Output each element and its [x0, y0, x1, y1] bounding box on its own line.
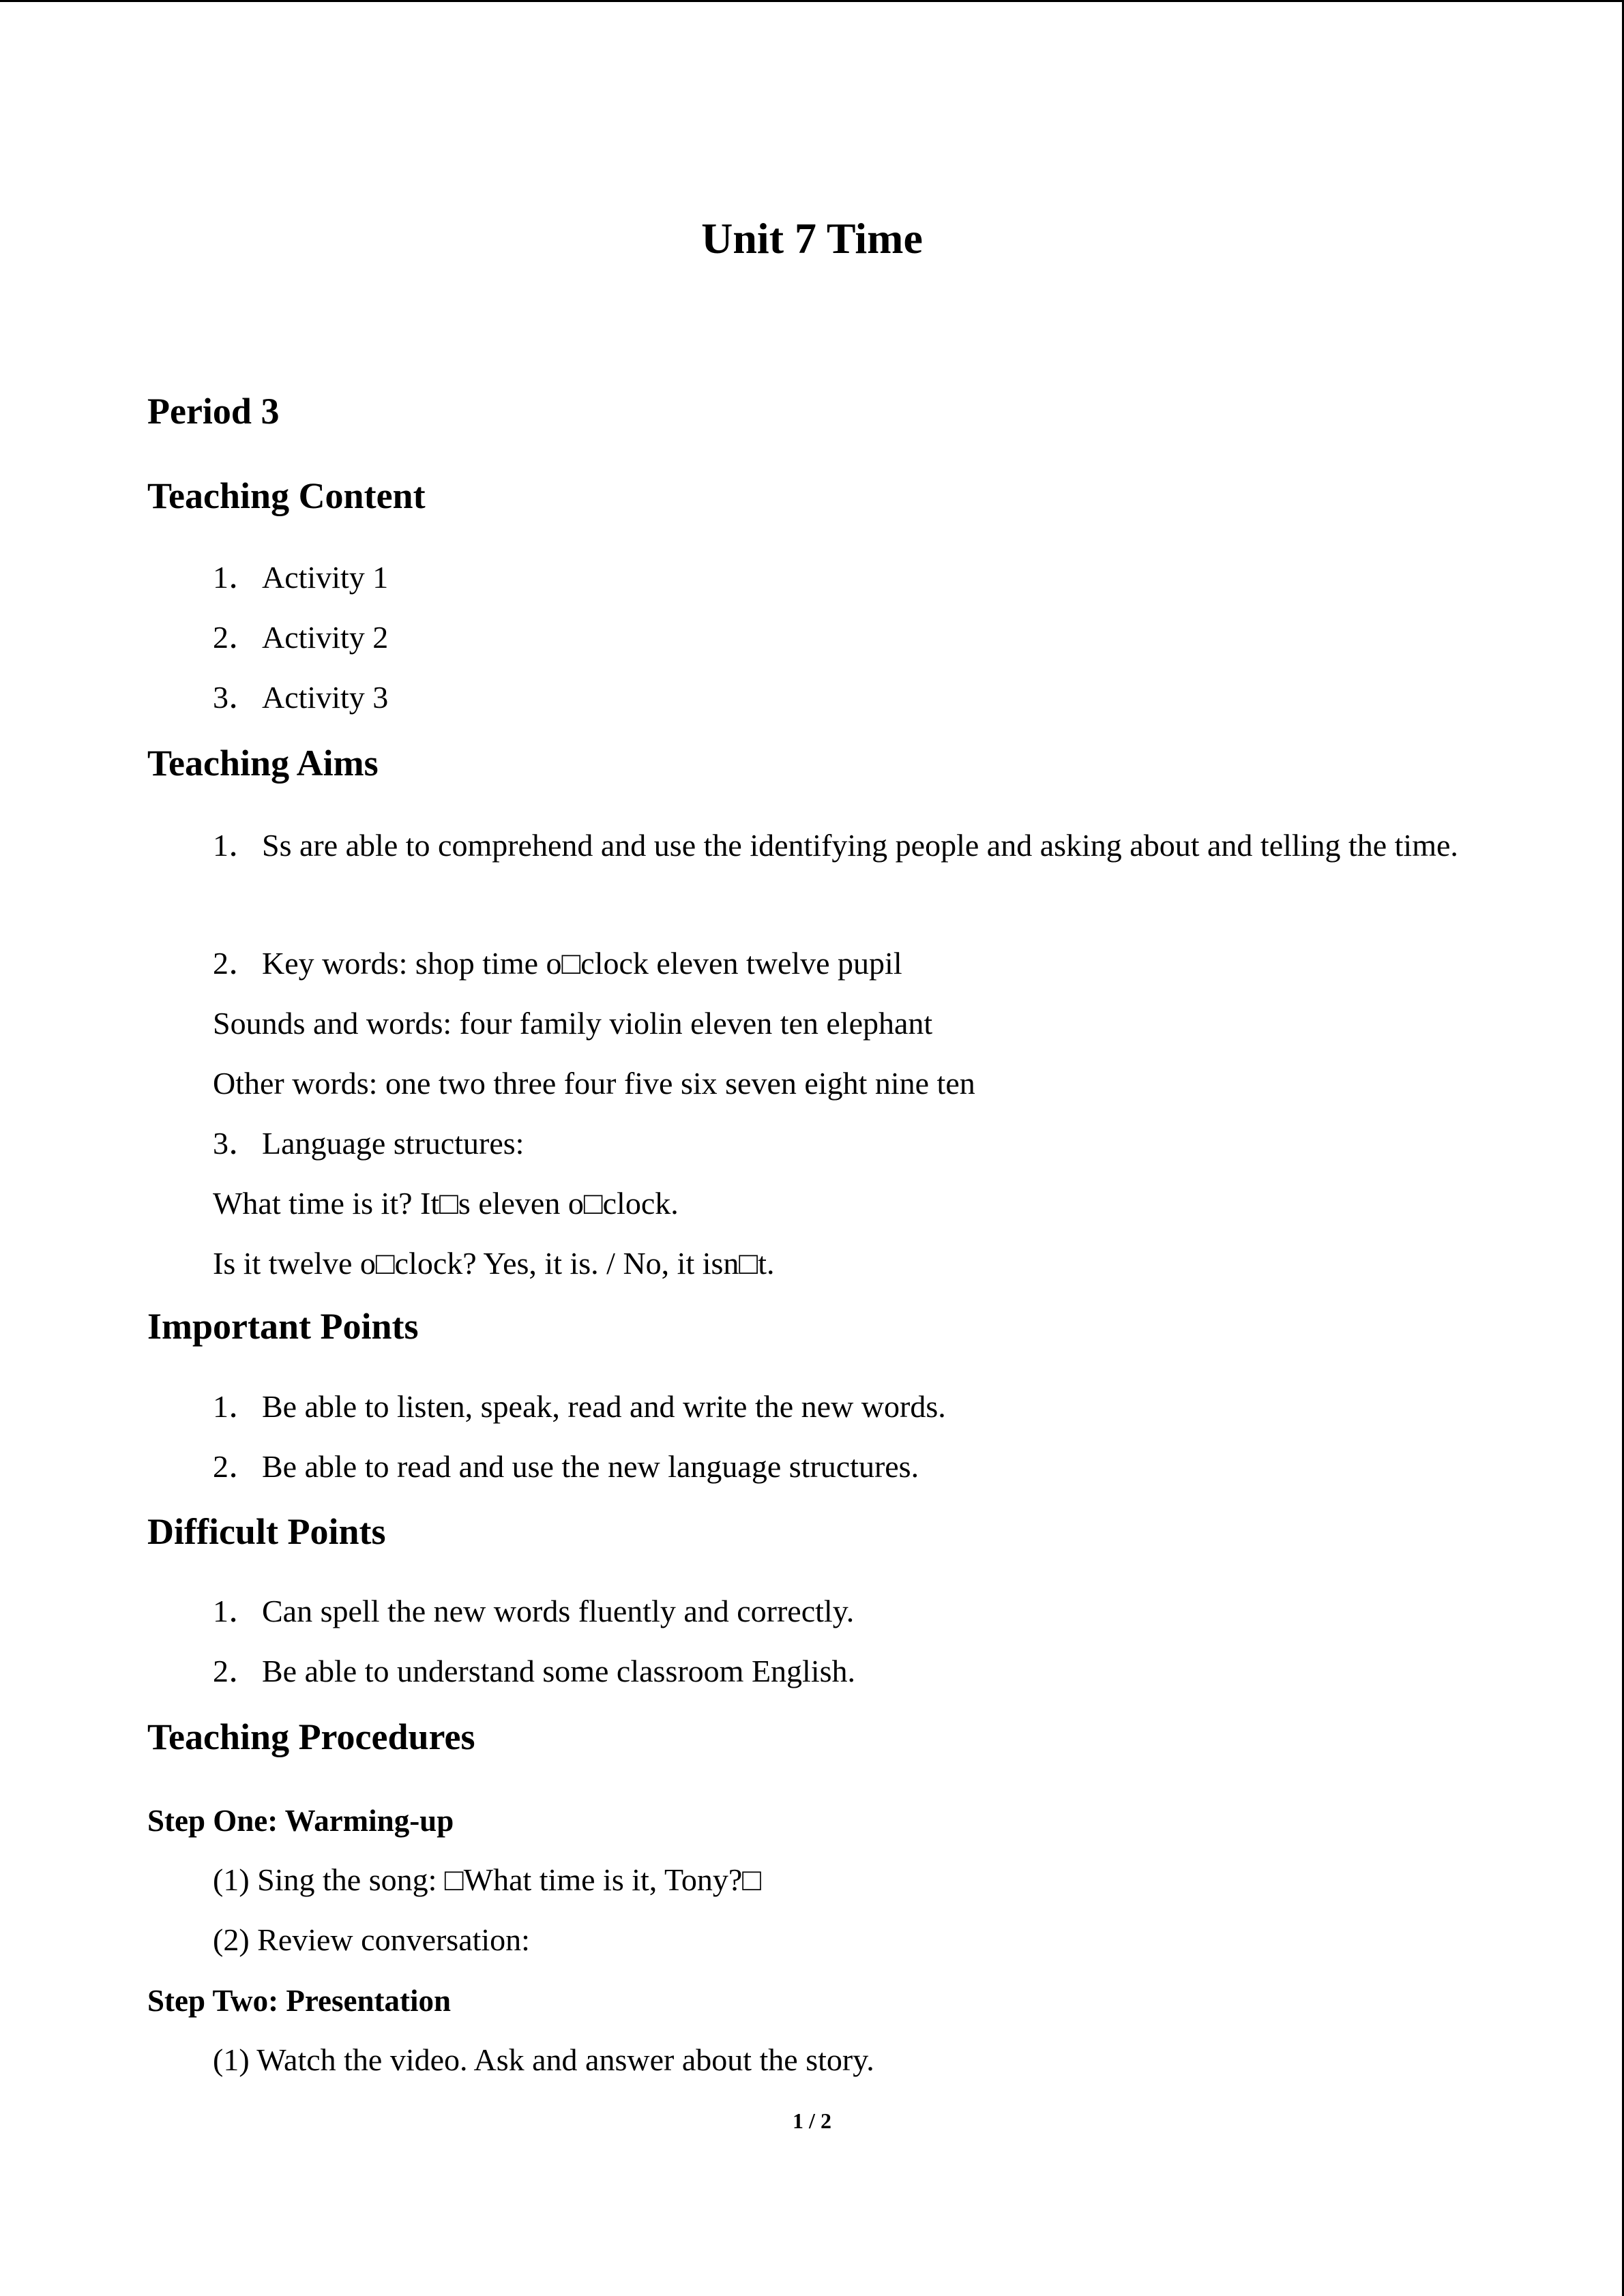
list-item: [213, 1128, 524, 1159]
list-text: Be able to read and use the new language structures.: [262, 1449, 919, 1484]
step-item: (1) Watch the video. Ask and answer about the story.: [213, 2042, 874, 2077]
list-text: Activity 2: [262, 620, 389, 655]
list-number: 3．: [213, 680, 260, 715]
list-text: Language structures:: [262, 1126, 525, 1161]
step-two-heading: Step Two: Presentation: [147, 1984, 451, 2018]
list-number: 2．: [213, 1654, 260, 1688]
list-text: Ss are able to comprehend and use the identifying people and asking about and telling the time.: [262, 828, 1458, 863]
teaching-content-heading: Teaching Content: [147, 475, 426, 516]
page-border-top: [0, 0, 1624, 2]
step-one-heading: Step One: Warming-up: [147, 1804, 454, 1838]
list-number: 3．: [213, 1126, 260, 1161]
list-text: Be able to listen, speak, read and write the new words.: [262, 1389, 946, 1424]
list-number: 1．: [213, 828, 260, 863]
list-text: Key words: shop time o□clock eleven twelve pupil: [262, 946, 902, 981]
list-text: Can spell the new words fluently and correctly.: [262, 1594, 855, 1628]
teaching-procedures-heading: Teaching Procedures: [147, 1716, 475, 1757]
list-number: 1．: [213, 560, 260, 595]
list-text: Activity 3: [262, 680, 389, 715]
step-item: (2) Review conversation:: [213, 1922, 530, 1957]
period-heading: Period 3: [147, 391, 280, 432]
list-number: 2．: [213, 1449, 260, 1484]
list-item: [213, 622, 388, 653]
difficult-points-heading: Difficult Points: [147, 1511, 386, 1552]
list-item: [213, 682, 388, 713]
list-text: Activity 1: [262, 560, 389, 595]
list-item: [213, 1451, 919, 1482]
step-item: (1) Sing the song: □What time is it, Tony?□: [213, 1862, 762, 1897]
list-number: 1．: [213, 1389, 260, 1424]
sounds-words-line: Sounds and words: four family violin eleven ten elephant: [213, 1006, 933, 1041]
other-words-line: Other words: one two three four five six seven eight nine ten: [213, 1066, 975, 1101]
document-title: Unit 7 Time: [701, 214, 923, 263]
list-item: [213, 562, 388, 593]
list-text: Be able to understand some classroom English.: [262, 1654, 856, 1688]
list-item: [213, 1391, 946, 1422]
list-number: 2．: [213, 620, 260, 655]
list-number: 2．: [213, 946, 260, 981]
list-item: [213, 948, 902, 979]
list-item: [213, 1596, 854, 1627]
structure-line: Is it twelve o□clock? Yes, it is. / No, it isn□t.: [213, 1246, 775, 1281]
structure-line: What time is it? It□s eleven o□clock.: [213, 1186, 679, 1221]
teaching-aims-heading: Teaching Aims: [147, 743, 379, 784]
list-item: [213, 1656, 855, 1687]
aim-1-paragraph: [147, 815, 1477, 876]
important-points-heading: Important Points: [147, 1306, 419, 1347]
page-number: 1 / 2: [793, 2108, 831, 2133]
list-number: 1．: [213, 1594, 260, 1628]
